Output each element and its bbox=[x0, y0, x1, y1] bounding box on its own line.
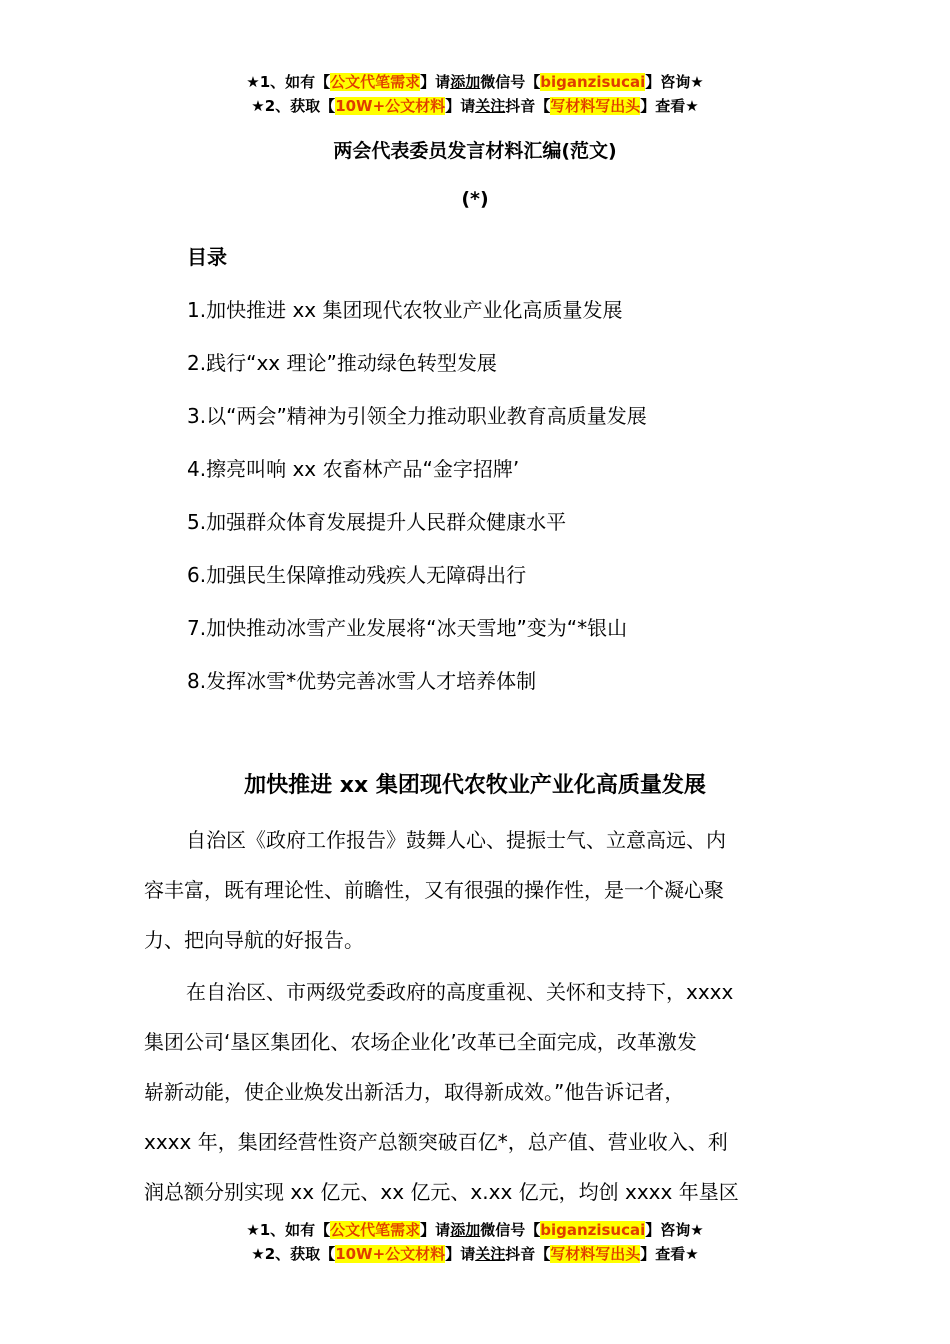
promo-line-1 bbox=[0, 1218, 950, 1242]
promo-line-2 bbox=[0, 1242, 950, 1266]
promo-highlight: 10W+公文材料 bbox=[335, 97, 446, 115]
promo-text: ★2、获取【 bbox=[251, 97, 336, 115]
promo-text: 微信号【 bbox=[480, 1221, 541, 1239]
toc-item: 7.加快推动冰雪产业发展将“冰天雪地”变为“*银山 bbox=[187, 616, 628, 640]
paragraph-line: 在自治区、市两级党委政府的高度重视、关怀和支持下，xxxx bbox=[186, 980, 734, 1004]
promo-highlight: 公文代笔需求 bbox=[330, 73, 421, 91]
promo-highlight: biganzisucai bbox=[540, 1221, 646, 1239]
paragraph-line: 自治区《政府工作报告》鼓舞人心、提振士气、立意高远、内 bbox=[186, 828, 726, 852]
promo-text: 】请 bbox=[420, 1221, 451, 1239]
promo-text: 】请 bbox=[420, 73, 451, 91]
toc-item: 6.加强民生保障推动残疾人无障碍出行 bbox=[187, 563, 527, 587]
toc-item: 3.以“两会”精神为引领全力推动职业教育高质量发展 bbox=[187, 404, 647, 428]
promo-text: ★1、如有【 bbox=[246, 1221, 331, 1239]
paragraph-line: 崭新动能，使企业焕发出新活力，取得新成效。”他告诉记者， bbox=[144, 1080, 685, 1104]
promo-header bbox=[0, 70, 950, 118]
toc-item: 8.发挥冰雪*优势完善冰雪人才培养体制 bbox=[187, 669, 537, 693]
paragraph-line: xxxx 年，集团经营性资产总额突破百亿*，总产值、营业收入、利 bbox=[144, 1130, 728, 1154]
promo-text: 微信号【 bbox=[480, 73, 541, 91]
promo-line-2 bbox=[0, 94, 950, 118]
promo-underline: 添加 bbox=[450, 1221, 481, 1239]
toc-item: 2.践行“xx 理论”推动绿色转型发展 bbox=[187, 351, 497, 375]
promo-text: 】咨询★ bbox=[645, 1221, 704, 1239]
promo-text: 】查看★ bbox=[640, 97, 699, 115]
paragraph-line: 润总额分别实现 xx 亿元、xx 亿元、x.xx 亿元，均创 xxxx 年垦区 bbox=[144, 1180, 739, 1204]
promo-text: 】请 bbox=[445, 1245, 476, 1263]
promo-text: 】请 bbox=[445, 97, 476, 115]
paragraph-line: 集团公司‘垦区集团化、农场企业化’改革已全面完成，改革激发 bbox=[144, 1030, 697, 1054]
document-title: 两会代表委员发言材料汇编(范文) bbox=[333, 140, 617, 162]
paragraph-line: 容丰富，既有理论性、前瞻性，又有很强的操作性，是一个凝心聚 bbox=[144, 878, 724, 902]
promo-text: 】查看★ bbox=[640, 1245, 699, 1263]
promo-text: ★2、获取【 bbox=[251, 1245, 336, 1263]
promo-text: 抖音【 bbox=[505, 97, 551, 115]
promo-underline: 添加 bbox=[450, 73, 481, 91]
section-title: 加快推进 xx 集团现代农牧业产业化高质量发展 bbox=[244, 773, 706, 798]
promo-underline: 关注 bbox=[475, 97, 506, 115]
toc-item: 1.加快推进 xx 集团现代农牧业产业化高质量发展 bbox=[187, 298, 623, 322]
promo-highlight: 写材料写出头 bbox=[550, 1245, 641, 1263]
paragraph-line: 力、把向导航的好报告。 bbox=[144, 928, 364, 952]
promo-text: 抖音【 bbox=[505, 1245, 551, 1263]
toc-item: 4.擦亮叫响 xx 农畜林产品“金字招牌’ bbox=[187, 457, 520, 481]
toc-heading: 目录 bbox=[187, 245, 227, 269]
promo-highlight: 10W+公文材料 bbox=[335, 1245, 446, 1263]
promo-text: ★1、如有【 bbox=[246, 73, 331, 91]
toc-item: 5.加强群众体育发展提升人民群众健康水平 bbox=[187, 510, 567, 534]
promo-line-1 bbox=[0, 70, 950, 94]
promo-footer bbox=[0, 1218, 950, 1266]
promo-text: 】咨询★ bbox=[645, 73, 704, 91]
document-subtitle: (*) bbox=[461, 188, 489, 210]
promo-highlight: biganzisucai bbox=[540, 73, 646, 91]
promo-underline: 关注 bbox=[475, 1245, 506, 1263]
promo-highlight: 公文代笔需求 bbox=[330, 1221, 421, 1239]
promo-highlight: 写材料写出头 bbox=[550, 97, 641, 115]
